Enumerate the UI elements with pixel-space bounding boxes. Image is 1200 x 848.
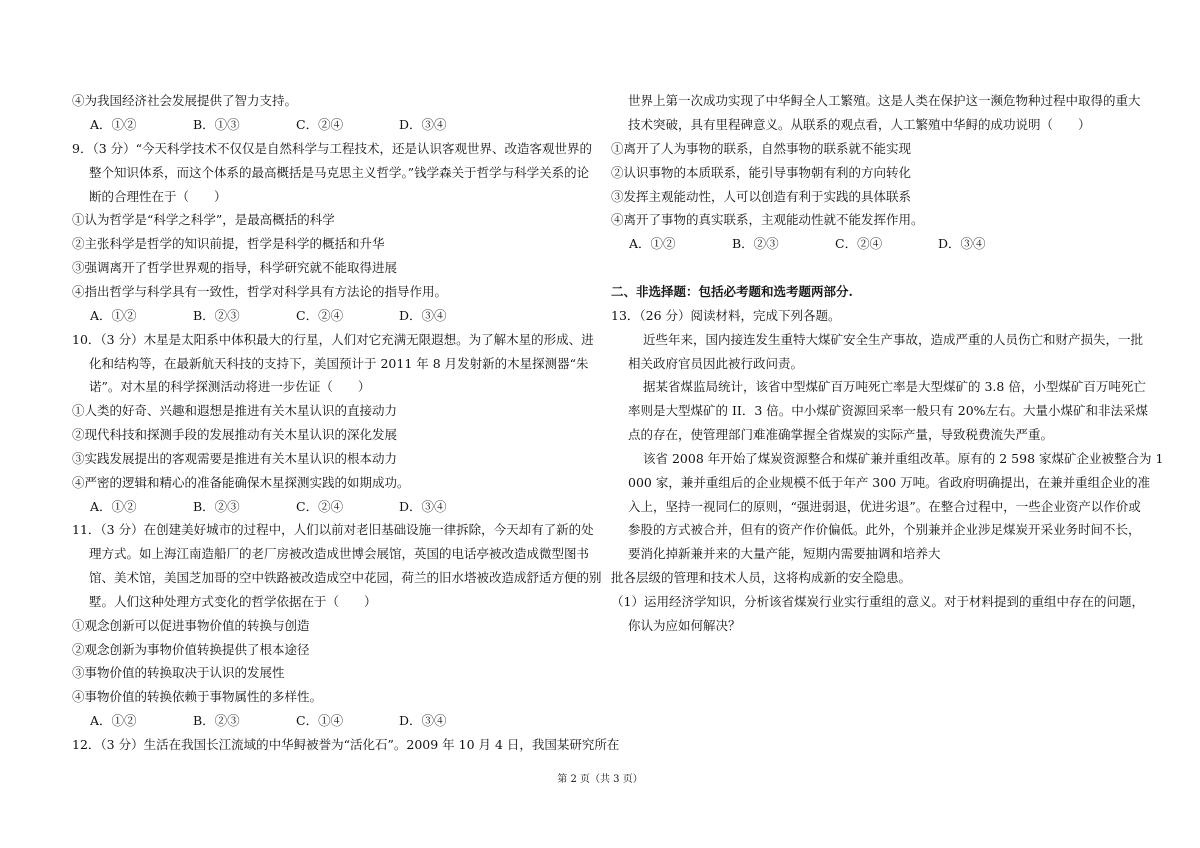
option-c: C．①④: [296, 713, 344, 728]
section-2-title: 二、非选择题：包括必考题和选考题两部分.: [611, 284, 853, 299]
q13-paragraph-3-line-1: 该省 2008 年开始了煤炭资源整合和煤矿兼并重组改革。原有的 2 598 家煤矿企业被整合为 1: [643, 451, 1164, 466]
option-a: A．①②: [90, 308, 137, 323]
q13-paragraph-3-line-3: 入上，坚持一视同仁的原则，“强进弱退，优进劣退”。在整合过程中，一些企业资产以作价或: [628, 499, 1141, 514]
q11-item-3: ③事物价值的转换取决于认识的发展性: [72, 665, 285, 680]
q8-item-4: ④为我国经济社会发展提供了智力支持。: [72, 93, 298, 108]
q12-stem-line-3: 技术突破，具有里程碑意义。从联系的观点看，人工繁殖中华鲟的成功说明（ ）: [628, 117, 1091, 132]
q10-stem-line-3: 诺”。对木星的科学探测活动将进一步佐证（ ）: [89, 379, 371, 394]
q13-paragraph-1-line-2: 相关政府官员因此被行政问责。: [628, 356, 804, 371]
q13-paragraph-3-line-6: 批各层级的管理和技术人员，这将构成新的安全隐患。: [611, 570, 912, 585]
q13-paragraph-3-line-2: 000 家，兼并重组后的企业规模不低于年产 300 万吨。省政府明确提出，在兼并重组企业的准: [628, 475, 1151, 490]
q12-stem-line-2: 世界上第一次成功实现了中华鲟全人工繁殖。这是人类在保护这一濒危物种过程中取得的重大: [628, 93, 1141, 108]
option-d: D．③④: [399, 117, 447, 132]
q12-stem-line-1: 12．（3 分）生活在我国长江流域的中华鲟被誉为“活化石”。2009 年 10 月 4 日，我国某研究所在: [72, 737, 620, 752]
option-c: C．②④: [296, 117, 344, 132]
q13-paragraph-1-line-1: 近些年来，国内接连发生重特大煤矿安全生产事故，造成严重的人员伤亡和财产损失，一批: [643, 332, 1144, 347]
option-c: C．②④: [296, 308, 344, 323]
q11-item-2: ②观念创新为事物价值转换提供了根本途径: [72, 642, 310, 657]
q10-stem-line-2: 化和结构等，在最新航天科技的支持下，美国预计于 2011 年 8 月发射新的木星探测器“朱: [89, 356, 589, 371]
q9-item-2: ②主张科学是哲学的知识前提，哲学是科学的概括和升华: [72, 236, 385, 251]
option-b: B．①③: [193, 117, 240, 132]
option-d: D．③④: [399, 713, 447, 728]
q13-paragraph-3-line-4: 参股的方式被合并，但有的资产作价偏低。此外，个别兼并企业涉足煤炭开采业务时间不长，: [628, 522, 1141, 537]
q10-item-3: ③实践发展提出的客观需要是推进有关木星认识的根本动力: [72, 451, 398, 466]
option-b: B．②③: [732, 236, 779, 251]
q9-item-1: ①认为哲学是“科学之科学”，是最高概括的科学: [72, 212, 335, 227]
q13-paragraph-2-line-2: 率则是大型煤矿的 II．3 倍。中小煤矿资源回采率一般只有 20%左右。大量小煤矿和非法采煤: [628, 403, 1149, 418]
option-b: B．②③: [193, 499, 240, 514]
option-c: C．②④: [835, 236, 883, 251]
q10-item-4: ④严密的逻辑和精心的准备能确保木星探测实践的如期成功。: [72, 475, 410, 490]
option-a: A．①②: [629, 236, 676, 251]
q13-paragraph-2-line-1: 据某省煤监局统计，该省中型煤矿百万吨死亡率是大型煤矿的 3.8 倍，小型煤矿百万吨死亡: [643, 379, 1146, 394]
q13-sub-question-1-line-2: 你认为应如何解决？: [628, 618, 741, 633]
q10-stem-line-1: 10．（3 分）木星是太阳系中体积最大的行星，人们对它充满无限遐想。为了解木星的形成、进: [72, 332, 594, 347]
option-b: B．②③: [193, 308, 240, 323]
q11-item-4: ④事物价值的转换依赖于事物属性的多样性。: [72, 689, 323, 704]
q10-item-1: ①人类的好奇、兴趣和遐想是推进有关木星认识的直接动力: [72, 403, 398, 418]
option-d: D．③④: [938, 236, 986, 251]
q9-stem-line-2: 整个知识体系，而这个体系的最高概括是马克思主义哲学。”钱学森关于哲学与科学关系的论: [89, 165, 590, 180]
q10-options: [90, 497, 502, 517]
q11-stem-line-1: 11．（3 分）在创建美好城市的过程中，人们以前对老旧基础设施一律拆除，今天却有了新的处: [72, 522, 594, 537]
q13-paragraph-2-line-3: 点的存在，使管理部门难准确掌握全省煤炭的实际产量，导致税费流失严重。: [628, 427, 1054, 442]
q10-item-2: ②现代科技和探测手段的发展推动有关木星认识的深化发展: [72, 427, 398, 442]
option-c: C．②④: [296, 499, 344, 514]
q9-stem-line-3: 断的合理性在于（ ）: [89, 189, 227, 204]
q9-stem-line-1: 9．（3 分）“今天科学技术不仅仅是自然科学与工程技术，还是认识客观世界、改造客观世界的: [72, 141, 593, 156]
q9-item-4: ④指出哲学与科学具有一致性，哲学对科学具有方法论的指导作用。: [72, 284, 448, 299]
page-footer: 第 2 页（共 3 页）: [557, 774, 643, 785]
q12-item-3: ③发挥主观能动性，人可以创造有利于实践的具体联系: [611, 189, 912, 204]
q12-item-4: ④离开了事物的真实联系，主观能动性就不能发挥作用。: [611, 212, 924, 227]
option-a: A．①②: [90, 117, 137, 132]
q12-options: [629, 234, 1041, 254]
option-a: A．①②: [90, 713, 137, 728]
q9-item-3: ③强调离开了哲学世界观的指导，科学研究就不能取得进展: [72, 260, 398, 275]
option-d: D．③④: [399, 499, 447, 514]
q13-sub-question-1-line-1: （1）运用经济学知识，分析该省煤炭行业实行重组的意义。对于材料提到的重组中存在的问题，: [611, 594, 1144, 609]
option-d: D．③④: [399, 308, 447, 323]
q12-item-2: ②认识事物的本质联系，能引导事物朝有利的方向转化: [611, 165, 912, 180]
option-b: B．②③: [193, 713, 240, 728]
q11-stem-line-3: 馆、美术馆，美国芝加哥的空中铁路被改造成空中花园，荷兰的旧水塔被改造成舒适方便的别: [89, 570, 602, 585]
q12-item-1: ①离开了人为事物的联系，自然事物的联系就不能实现: [611, 141, 912, 156]
q13-paragraph-3-line-5: 要消化掉新兼并来的大量产能，短期内需要抽调和培养大: [628, 546, 941, 561]
q9-options: [90, 306, 502, 326]
q8-options: [90, 115, 502, 135]
q11-options: [90, 711, 502, 731]
option-a: A．①②: [90, 499, 137, 514]
q11-item-1: ①观念创新可以促进事物价值的转换与创造: [72, 618, 310, 633]
q11-stem-line-2: 理方式。如上海江南造船厂的老厂房被改造成世博会展馆，英国的电话亭被改造成微型图书: [89, 546, 590, 561]
q13-header: 13．（26 分）阅读材料，完成下列各题。: [611, 308, 841, 323]
q11-stem-line-4: 墅。人们这种处理方式变化的哲学依据在于（ ）: [89, 594, 377, 609]
